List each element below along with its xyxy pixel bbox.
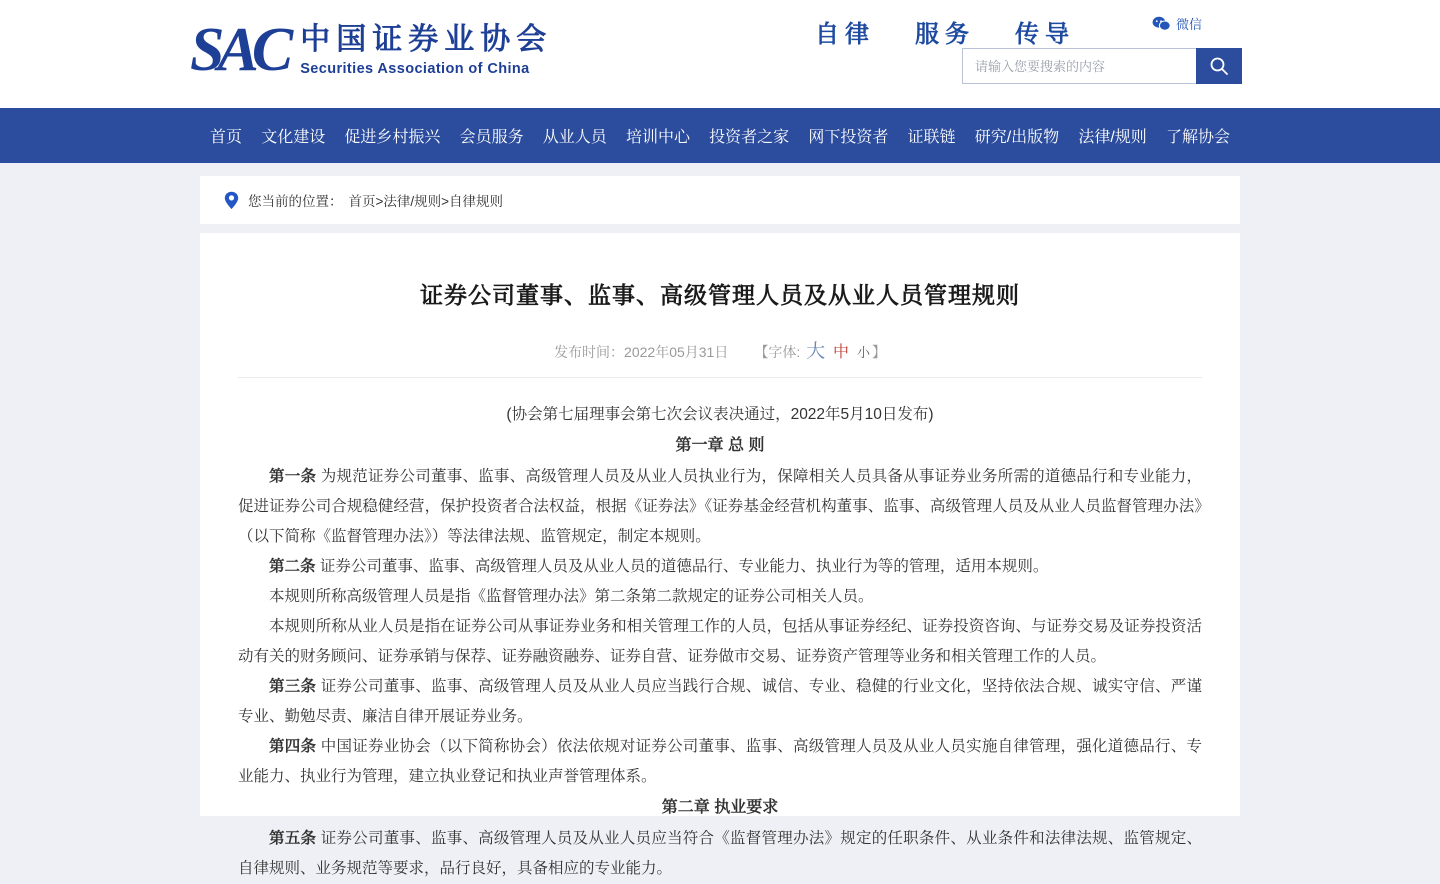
clause-number: 第四条: [269, 738, 317, 755]
nav-item-culture[interactable]: 文化建设: [261, 129, 326, 146]
article-paragraph: [238, 732, 1202, 792]
font-size-label-open: 【字体:: [754, 344, 801, 360]
wechat-icon: [1152, 16, 1171, 32]
nav-item-practitioners[interactable]: 从业人员: [542, 129, 607, 146]
clause-text: 本规则所称从业人员是指在证券公司从事证券业务和相关管理工作的人员，包括从事证券经纪、证券投资咨询、与证券交易及证券投资活动有关的财务顾问、证券承销与保荐、证券融资融券、证券自营、证券做市交易、证券资产管理等业务和相关管理工作的人员。: [238, 618, 1202, 665]
site-logo[interactable]: [190, 10, 552, 90]
sac-logo-mark: SAC: [190, 16, 287, 84]
header-slogan-links: [815, 14, 1075, 49]
clause-text: 证券公司董事、监事、高级管理人员及从业人员应当践行合规、诚信、专业、稳健的行业文化，坚持依法合规、诚实守信、严谨专业、勤勉尽责、廉洁自律开展证券业务。: [238, 678, 1202, 725]
clause-text: 本规则所称高级管理人员是指《监督管理办法》第二条第二款规定的证券公司相关人员。: [269, 588, 874, 605]
article-meta: [238, 336, 1202, 363]
clause-text: 中国证券业协会（以下简称协会）依法依规对证券公司董事、监事、高级管理人员及从业人员实施自律管理，强化道德品行、专业能力、执业行为管理，建立执业登记和执业声誉管理体系。: [238, 738, 1202, 785]
nav-item-offline-investors[interactable]: 网下投资者: [808, 129, 889, 146]
article-body: [238, 400, 1202, 884]
clause-number: 第一条: [269, 468, 317, 485]
font-size-medium-button[interactable]: 中: [833, 344, 850, 361]
logo-chinese-name: 中国证券业协会: [300, 23, 553, 56]
search-icon: [1209, 56, 1229, 76]
breadcrumb: [200, 176, 1240, 224]
top-link-zilv[interactable]: 自律: [815, 22, 875, 48]
article-paragraph: [238, 462, 1202, 552]
search-input[interactable]: [962, 48, 1196, 84]
nav-item-training[interactable]: 培训中心: [625, 129, 690, 146]
nav-item-about[interactable]: 了解协会: [1165, 129, 1230, 146]
search-button[interactable]: [1196, 48, 1242, 84]
wechat-link[interactable]: [1152, 14, 1202, 33]
article-card: [200, 233, 1240, 877]
article-paragraph: [238, 612, 1202, 672]
clause-text: 证券公司董事、监事、高级管理人员及从业人员的道德品行、专业能力、执业行为等的管理，适用本规则。: [315, 558, 1049, 575]
article-intro-line: (协会第七届理事会第七次会议表决通过，2022年5月10日发布): [506, 406, 934, 423]
logo-english-name: Securities Association of China: [300, 61, 530, 77]
site-header: [0, 0, 1440, 108]
nav-item-investor-home[interactable]: 投资者之家: [709, 129, 790, 146]
clause-number: 第三条: [269, 678, 317, 695]
clause-text: 为规范证券公司董事、监事、高级管理人员及从业人员执业行为，保障相关人员具备从事证券业务所需的道德品行和专业能力，促进证券公司合规稳健经营，保护投资者合法权益，根据《证券法》《证券基金经营机构董事、监事、高级管理人员及从业人员监督管理办法》（以下简称《监督管理办法》）等法律法规、监管规定，制定本规则。: [238, 468, 1202, 545]
breadcrumb-path[interactable]: 首页>法律/规则>自律规则: [348, 194, 504, 209]
meta-divider: [238, 377, 1202, 378]
chapter-heading-2: 第二章 执业要求: [661, 799, 779, 816]
main-nav: [0, 108, 1440, 163]
top-link-fuwu[interactable]: 服务: [915, 22, 975, 48]
publish-date: 2022年05月31日: [624, 344, 729, 360]
nav-item-laws-rules[interactable]: 法律/规则: [1078, 129, 1147, 146]
font-size-label-close: 】: [871, 344, 886, 360]
nav-item-rural[interactable]: 促进乡村振兴: [344, 129, 441, 146]
nav-item-research-publications[interactable]: 研究/出版物: [974, 129, 1060, 146]
article-title: 证券公司董事、监事、高级管理人员及从业人员管理规则: [420, 282, 1020, 308]
clause-text: 证券公司董事、监事、高级管理人员及从业人员应当符合《监督管理办法》规定的任职条件、从业条件和法律法规、监管规定、自律规则、业务规范等要求，品行良好，具备相应的专业能力。: [238, 830, 1202, 877]
nav-item-zhenglian-chain[interactable]: 证联链: [907, 129, 956, 146]
breadcrumb-label: 您当前的位置：: [248, 194, 343, 209]
publish-time-label: 发布时间：: [554, 344, 625, 360]
article-paragraph: [238, 552, 1202, 582]
nav-item-home[interactable]: 首页: [210, 129, 243, 146]
nav-item-member-services[interactable]: 会员服务: [459, 129, 524, 146]
wechat-label: 微信: [1176, 17, 1203, 32]
article-paragraph: [238, 672, 1202, 732]
chapter-heading-1: 第一章 总 则: [675, 437, 765, 454]
search-bar: [962, 48, 1242, 84]
font-size-small-button[interactable]: 小: [856, 345, 870, 360]
location-pin-icon: [224, 191, 239, 210]
clause-number: 第五条: [269, 830, 317, 847]
article-paragraph: [238, 824, 1202, 884]
article-paragraph: [238, 582, 1202, 612]
clause-number: 第二条: [269, 558, 316, 575]
top-link-chuandao[interactable]: 传导: [1015, 22, 1075, 48]
font-size-large-button[interactable]: 大: [806, 341, 826, 362]
